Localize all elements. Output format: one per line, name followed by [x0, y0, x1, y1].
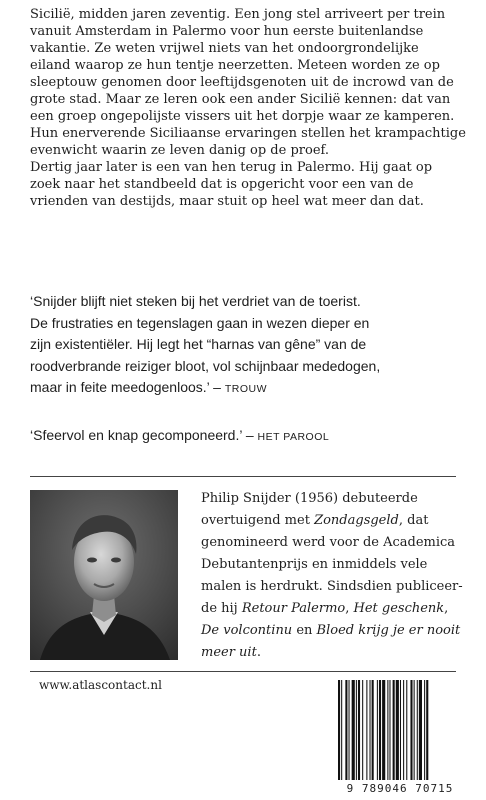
synopsis: [30, 6, 470, 210]
synopsis-line: evenwicht waarin ze leven danig op de proef.: [30, 143, 329, 158]
book-title: Zondagsgeld: [314, 513, 399, 528]
synopsis-line: een groep ongepolijste vissers uit het dorpje waar ze kamperen.: [30, 109, 455, 124]
bio-text: , dat: [398, 513, 429, 528]
barcode-bar: [362, 680, 363, 780]
synopsis-line: sleeptouw genomen door leeftijdsgenoten uit de incrowd van de: [30, 75, 454, 90]
bio-text: overtuigend met: [201, 513, 315, 528]
synopsis-line: vrienden van destijds, maar stuit op heel wat meer dan dat.: [30, 194, 424, 209]
bio-line: [201, 620, 463, 642]
divider: [30, 671, 456, 672]
barcode-bar: [396, 680, 399, 780]
quote-line: ‘Snijder blijft niet steken bij het verdriet van de toerist.: [30, 293, 361, 309]
press-quote-trouw: [30, 291, 470, 401]
barcode-bar: [389, 680, 390, 780]
bio-text: .: [256, 645, 261, 660]
synopsis-line: eiland waarop ze hun tentje neerzetten. Meteen worden ze op: [30, 58, 440, 73]
bio-line: [201, 510, 463, 532]
book-title: De volcontinu: [201, 623, 293, 638]
bio-line: Debutantenprijs en inmiddels vele: [201, 557, 428, 572]
barcode-bar: [341, 680, 342, 780]
barcode-bar: [379, 680, 381, 780]
bio-line: malen is herdrukt. Sindsdien publiceer-: [201, 579, 463, 594]
barcode-bars: [332, 676, 468, 782]
barcode-bar: [387, 680, 388, 780]
bio-text: en: [292, 623, 317, 638]
barcode-bar: [414, 680, 415, 780]
barcode-bar: [345, 680, 347, 780]
divider: [30, 476, 456, 477]
synopsis-line: vanuit Amsterdam in Palermo voor hun eerste buitenlandse: [30, 24, 424, 39]
barcode-bar: [410, 680, 412, 780]
barcode-bar: [419, 680, 422, 780]
barcode-bar: [426, 680, 428, 780]
barcode-bar: [366, 680, 367, 780]
quote-line: zijn existentiëler. Hij legt het “harnas van gêne” van de: [30, 336, 367, 352]
author-bio: [201, 488, 463, 664]
book-title: meer uit: [201, 645, 257, 660]
bio-text: ,: [444, 601, 449, 616]
barcode-bar: [403, 680, 404, 780]
barcode-bar: [417, 680, 418, 780]
press-quote-parool: [30, 425, 470, 449]
bio-text: de hij: [201, 601, 242, 616]
barcode-bar: [352, 680, 355, 780]
bio-text: ,: [345, 601, 354, 616]
author-photo: [30, 490, 178, 660]
barcode-bar: [372, 680, 374, 780]
barcode-bar: [393, 680, 395, 780]
quote-source: HET PAROOL: [257, 431, 330, 443]
synopsis-line: Hun enerverende Siciliaanse ervaringen stellen het krampachtige: [30, 126, 466, 141]
quote-text: maar in feite meedogenloos.’ –: [30, 379, 225, 395]
bio-line: [201, 598, 463, 620]
barcode-bar: [358, 680, 360, 780]
quote-line: De frustraties en tegenslagen gaan in wezen dieper en: [30, 314, 370, 331]
barcode-bar: [349, 680, 350, 780]
synopsis-line: Dertig jaar later is een van hen terug in Palermo. Hij gaat op: [30, 160, 433, 175]
barcode-bar: [400, 680, 401, 780]
book-title: Het geschenk: [353, 601, 445, 616]
barcode-bar: [377, 680, 378, 780]
synopsis-line: Sicilië, midden jaren zeventig. Een jong stel arriveert per trein: [30, 7, 446, 22]
quote-line: roodverbrande reiziger bloot, vol schijnbaar mededogen,: [30, 357, 381, 374]
synopsis-line: vakantie. Ze weten vrijwel niets van het ondoorgrondelijke: [30, 41, 419, 56]
barcode-bar: [370, 680, 371, 780]
quote-line: [30, 377, 470, 401]
isbn-barcode: [332, 676, 468, 796]
bio-line: genomineerd werd voor de Academica: [201, 535, 456, 550]
barcode-bar: [424, 680, 425, 780]
book-title: Bloed krijg je er nooit: [316, 623, 461, 638]
barcode-bar: [338, 680, 340, 780]
synopsis-line: grote stad. Maar ze leren ook een ander Sicilië kennen: dat van: [30, 92, 451, 107]
synopsis-line: zoek naar het standbeeld dat is opgericht voor een van de: [30, 177, 414, 192]
publisher-website: www.atlascontact.nl: [39, 678, 162, 692]
barcode-digits: 9 789046 70715: [332, 782, 468, 795]
barcode-bar: [382, 680, 385, 780]
barcode-bar: [406, 680, 407, 780]
book-title: Retour Palermo: [241, 601, 346, 616]
barcode-bar: [356, 680, 357, 780]
quote-text: ‘Sfeervol en knap gecomponeerd.’ –: [30, 427, 258, 443]
bio-line: [201, 642, 463, 664]
quote-source: TROUW: [224, 383, 267, 395]
bio-line: Philip Snijder (1956) debuteerde: [201, 491, 418, 506]
